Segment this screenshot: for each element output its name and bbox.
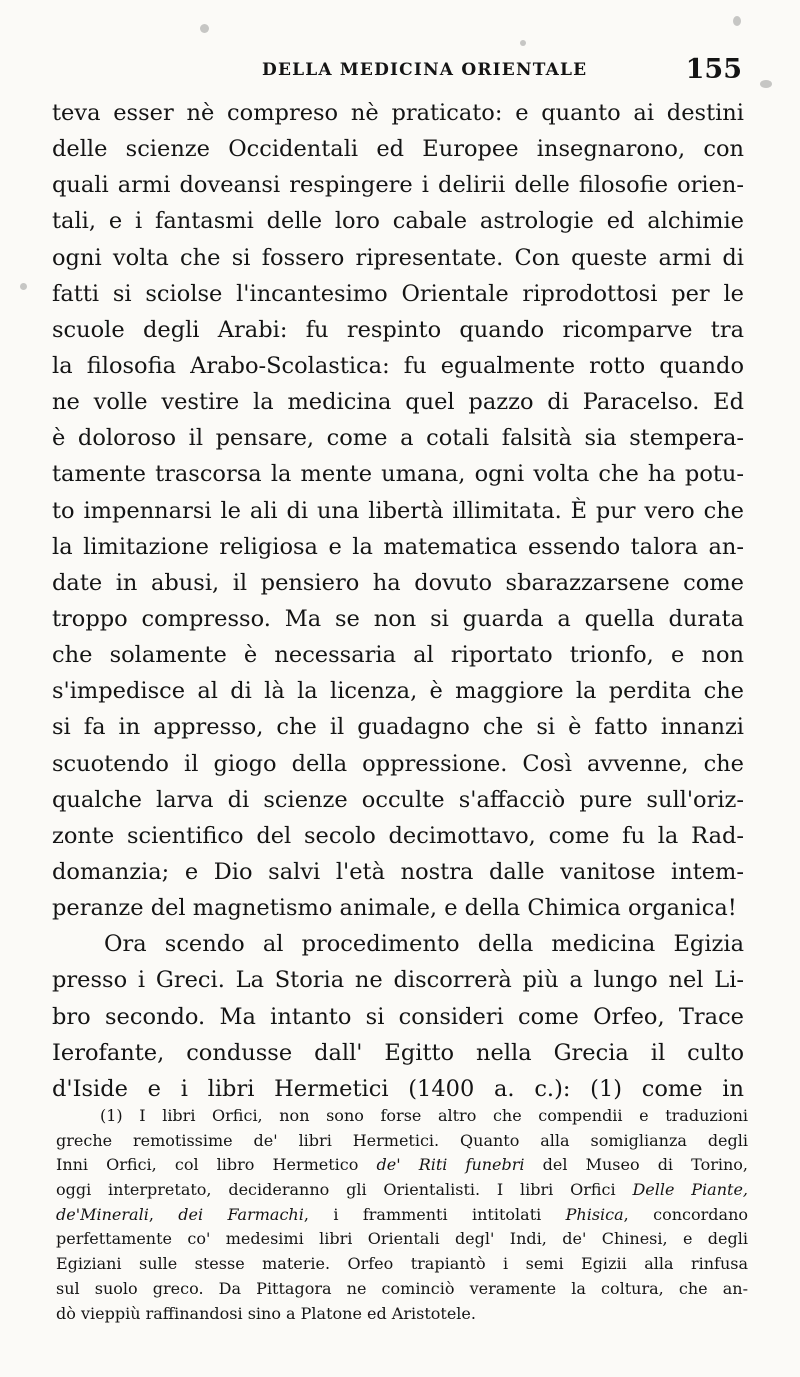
footnote-text: , bbox=[148, 1204, 179, 1224]
text-line: s'impedisce al di là la licenza, è maggiore la perdita che bbox=[52, 678, 744, 705]
body-text bbox=[52, 95, 744, 1107]
text-line: ogni volta che si fossero ripresentate. Con queste armi di bbox=[52, 244, 744, 271]
text-line: scuole degli Arabi: fu respinto quando ricomparve tra bbox=[52, 316, 744, 343]
text-line: qualche larva di scienze occulte s'affacciò pure sull'oriz- bbox=[52, 786, 744, 813]
footnote-text: , i frammenti intitolati bbox=[303, 1204, 566, 1224]
text-line: presso i Greci. La Storia ne discorrerà più a lungo nel Li- bbox=[52, 967, 744, 994]
text-line: teva esser nè compreso nè praticato: e quanto ai destini bbox=[52, 100, 744, 126]
text-line: la limitazione religiosa e la matematica essendo talora an- bbox=[52, 533, 744, 560]
footnote-italic-title: Delle Piante, bbox=[632, 1180, 748, 1200]
text-line: Ierofante, condusse dall' Egitto nella Grecia il culto bbox=[52, 1039, 744, 1066]
footnote bbox=[56, 1104, 748, 1326]
footnote-italic-title: de' Riti funebri bbox=[376, 1155, 525, 1175]
running-head bbox=[52, 54, 742, 92]
text-line: domanzia; e Dio salvi l'età nostra dalle vanitose intem- bbox=[52, 858, 744, 885]
footnote-text: oggi interpretato, decideranno gli Orientalisti. I libri Orfici bbox=[56, 1180, 633, 1200]
text-line-paragraph-start: Ora scendo al procedimento della medicina Egizia bbox=[104, 931, 744, 958]
text-line: che solamente è necessaria al riportato trionfo, e non bbox=[52, 642, 744, 669]
text-line: si fa in appresso, che il guadagno che si è fatto innanzi bbox=[52, 714, 744, 741]
text-line: è doloroso il pensare, come a cotali falsità sia stempera- bbox=[52, 425, 744, 452]
footnote-line bbox=[56, 1178, 748, 1203]
scan-speck bbox=[200, 24, 209, 33]
text-line: delle scienze Occidentali ed Europee insegnarono, con bbox=[52, 136, 744, 163]
text-line: fatti si sciolse l'incantesimo Orientale riprodottosi per le bbox=[52, 280, 744, 307]
text-line: to impennarsi le ali di una libertà illimitata. È pur vero che bbox=[52, 497, 744, 524]
footnote-line: sul suolo greco. Da Pittagora ne cominciò veramente la coltura, che an- bbox=[56, 1278, 748, 1298]
text-line: quali armi doveansi respingere i delirii delle filosofie orien- bbox=[52, 172, 744, 199]
footnote-line: perfettamente co' medesimi libri Orientali degl' Indi, de' Chinesi, e degli bbox=[56, 1229, 748, 1249]
text-line: bro secondo. Ma intanto si consideri come Orfeo, Trace bbox=[52, 1003, 744, 1030]
text-line: zonte scientifico del secolo decimottavo, come fu la Rad- bbox=[52, 822, 744, 849]
footnote-italic-title: dei Farmachi bbox=[178, 1204, 304, 1224]
text-line: tali, e i fantasmi delle loro cabale astrologie ed alchimie bbox=[52, 208, 744, 235]
footnote-italic-title: Phisica bbox=[565, 1204, 624, 1224]
footnote-line: Egiziani sulle stesse materie. Orfeo trapiantò i semi Egizii alla rinfusa bbox=[56, 1254, 748, 1274]
footnote-line bbox=[56, 1203, 748, 1228]
text-line: peranze del magnetismo animale, e della Chimica organica! bbox=[52, 895, 737, 922]
footnote-italic-title: de'Minerali bbox=[56, 1204, 149, 1224]
footnote-text: , concordano bbox=[623, 1204, 748, 1224]
text-line: scuotendo il giogo della oppressione. Così avvenne, che bbox=[52, 750, 744, 777]
text-line: d'Iside e i libri Hermetici (1400 a. c.): (1) come in bbox=[52, 1075, 744, 1102]
page-number: 155 bbox=[685, 54, 742, 85]
running-title: DELLA MEDICINA ORIENTALE bbox=[262, 60, 588, 80]
text-line: date in abusi, il pensiero ha dovuto sbarazzarsene come bbox=[52, 569, 744, 596]
scan-speck bbox=[20, 283, 27, 290]
footnote-line: greche remotissime de' libri Hermetici. Quanto alla somiglianza degli bbox=[56, 1130, 748, 1150]
footnote-line: (1) I libri Orfici, non sono forse altro che compendii e traduzioni bbox=[100, 1106, 748, 1125]
text-line: la filosofia Arabo-Scolastica: fu egualmente rotto quando bbox=[52, 352, 744, 379]
scan-speck bbox=[760, 80, 772, 88]
footnote-text: Inni Orfici, col libro Hermetico bbox=[56, 1155, 377, 1175]
text-line: ne volle vestire la medicina quel pazzo di Paracelso. Ed bbox=[52, 389, 744, 416]
text-line: tamente trascorsa la mente umana, ogni volta che ha potu- bbox=[52, 461, 744, 488]
footnote-line: dò vieppiù raffinandosi sino a Platone ed Aristotele. bbox=[56, 1303, 476, 1323]
scan-speck bbox=[733, 16, 741, 26]
text-line: troppo compresso. Ma se non si guarda a quella durata bbox=[52, 605, 744, 632]
footnote-line bbox=[56, 1153, 748, 1178]
scan-speck bbox=[520, 40, 526, 46]
footnote-text: del Museo di Torino, bbox=[524, 1155, 748, 1175]
